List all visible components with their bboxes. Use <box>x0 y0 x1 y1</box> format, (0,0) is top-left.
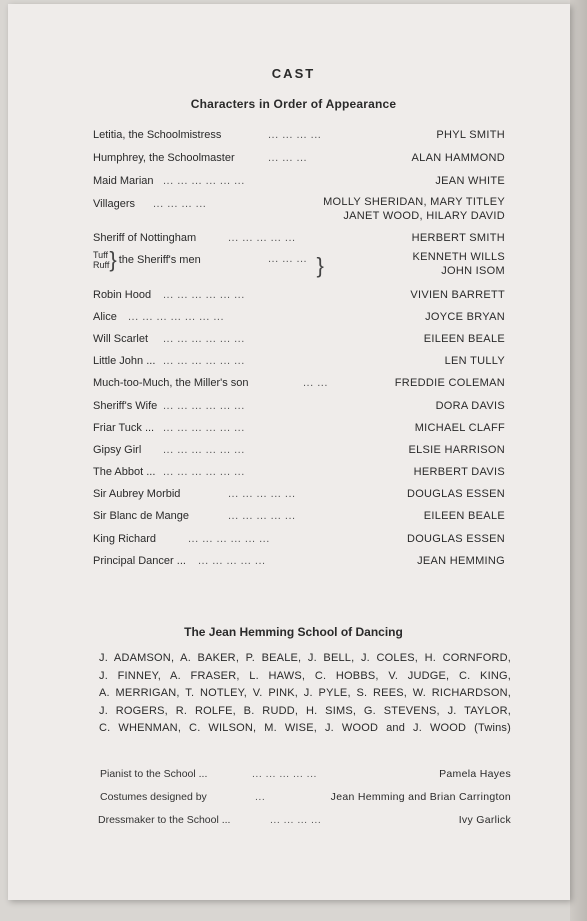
cast-role: Sheriff of Nottingham <box>93 232 197 244</box>
cast-role: Alice <box>93 311 117 323</box>
leader-dots: ... ... ... ... ... ... <box>163 466 245 478</box>
cast-row <box>93 463 505 481</box>
cast-row <box>93 308 505 326</box>
cast-row <box>93 352 505 370</box>
leader-dots: ... ... ... ... ... ... <box>163 355 245 367</box>
cast-role: Letitia, the Schoolmistress <box>93 129 222 141</box>
cast-row <box>93 507 505 525</box>
cast-role: Sir Aubrey Morbid <box>93 488 181 500</box>
cast-row <box>93 195 505 229</box>
cast-actor: MICHAEL CLAFF <box>414 422 505 434</box>
cast-row <box>93 229 505 247</box>
cast-role: Sir Blanc de Mange <box>93 510 189 522</box>
leader-dots: ... ... ... ... <box>268 129 322 141</box>
cast-actor: HERBERT SMITH <box>411 232 505 244</box>
cast-actor <box>323 195 505 223</box>
cast-actor: DORA DAVIS <box>435 400 505 412</box>
cast-row <box>93 441 505 459</box>
cast-row <box>93 126 505 144</box>
cast-row <box>93 485 505 503</box>
cast-actor: DOUGLAS ESSEN <box>406 488 505 500</box>
cast-actor: HERBERT DAVIS <box>413 466 505 478</box>
leader-dots: ... ... ... ... ... ... <box>163 289 245 301</box>
brace-role-group <box>93 247 201 272</box>
leader-dots: ... ... <box>303 377 328 389</box>
bracketed-roles <box>93 250 109 270</box>
brace-icon: } <box>109 247 117 272</box>
cast-row <box>93 286 505 304</box>
leader-dots: ... ... ... ... ... ... <box>163 400 245 412</box>
cast-heading: CAST <box>271 66 316 81</box>
cast-role: Little John ... <box>93 355 156 367</box>
cast-role: Principal Dancer ... <box>93 555 186 567</box>
cast-role: Maid Marian <box>93 175 154 187</box>
cast-role: Much-too-Much, the Miller's son <box>93 377 249 389</box>
cast-actor: JEAN WHITE <box>435 175 505 187</box>
actor-line: MOLLY SHERIDAN, MARY TITLEY <box>323 196 505 208</box>
pupil-list <box>99 650 511 738</box>
school-title: The Jean Hemming School of Dancing <box>184 625 403 639</box>
leader-dots: ... ... ... ... ... ... ... <box>128 311 225 323</box>
cast-actor: DOUGLAS ESSEN <box>406 533 505 545</box>
cast-actor: JOYCE BRYAN <box>425 311 505 323</box>
cast-role: The Abbot ... <box>93 466 156 478</box>
credit-name: Pamela Hayes <box>439 768 511 780</box>
credit-row <box>100 789 511 805</box>
cast-role: Sheriff's Wife <box>93 400 158 412</box>
bracketed-role: Tuff <box>93 250 109 260</box>
leader-dots: ... ... ... ... ... <box>228 232 296 244</box>
cast-row <box>93 172 505 190</box>
cast-actor: PHYL SMITH <box>436 129 505 141</box>
leader-dots: ... ... ... ... ... <box>228 510 296 522</box>
cast-subtitle: Characters in Order of Appearance <box>190 97 397 111</box>
cast-row <box>93 330 505 348</box>
credit-name: Jean Hemming and Brian Carrington <box>330 791 511 803</box>
credit-name: Ivy Garlick <box>458 814 511 826</box>
cast-role: the Sheriff's men <box>118 254 201 266</box>
credit-role: Dressmaker to the School ... <box>98 814 231 826</box>
cast-row <box>93 397 505 415</box>
cast-actor <box>316 250 505 278</box>
cast-role: Friar Tuck ... <box>93 422 155 434</box>
leader-dots: ... ... ... <box>268 253 308 265</box>
pupil-line: J. FINNEY, A. FRASER, L. HAWS, C. HOBBS, V. JUDGE, C. KING, <box>99 669 511 682</box>
cast-row <box>93 552 505 570</box>
actor-line: JANET WOOD, HILARY DAVID <box>343 210 505 222</box>
cast-row <box>93 530 505 548</box>
leader-dots: ... ... ... ... ... ... <box>188 533 270 545</box>
bracketed-role: Ruff <box>93 260 110 270</box>
cast-role: Will Scarlet <box>93 333 149 345</box>
cast-role: Villagers <box>93 198 135 210</box>
leader-dots: ... ... ... ... ... <box>198 555 266 567</box>
cast-row <box>93 149 505 167</box>
cast-actor: EILEEN BEALE <box>423 333 505 345</box>
actor-line: JOHN ISOM <box>441 265 505 277</box>
cast-row <box>93 374 505 392</box>
leader-dots: ... ... ... ... ... ... <box>163 444 245 456</box>
cast-actor: LEN TULLY <box>444 355 505 367</box>
brace-icon: } <box>316 253 325 278</box>
leader-dots: ... ... ... <box>268 152 308 164</box>
leader-dots: ... ... ... ... <box>270 814 322 826</box>
actor-line: KENNETH WILLS <box>412 251 505 263</box>
leader-dots: ... ... ... ... ... <box>252 768 317 780</box>
leader-dots: ... ... ... ... ... ... <box>163 422 245 434</box>
pupil-line: J. ROGERS, R. ROLFE, B. RUDD, H. SIMS, G. STEVENS, J. TAYLOR, <box>99 704 511 717</box>
cast-row <box>93 419 505 437</box>
leader-dots: ... ... ... ... ... ... <box>163 333 245 345</box>
cast-role: Humphrey, the Schoolmaster <box>93 152 235 164</box>
cast-row <box>93 247 505 284</box>
cast-role: Gipsy Girl <box>93 444 142 456</box>
cast-actor: ELSIE HARRISON <box>408 444 505 456</box>
credit-row <box>100 812 511 828</box>
cast-actor: EILEEN BEALE <box>423 510 505 522</box>
leader-dots: ... ... ... ... ... ... <box>163 175 245 187</box>
cast-role: King Richard <box>93 533 156 545</box>
paper-edge <box>570 0 587 921</box>
credit-role: Costumes designed by <box>100 791 207 803</box>
credit-row <box>100 766 511 782</box>
cast-actor: ALAN HAMMOND <box>411 152 505 164</box>
pupil-line: J. ADAMSON, A. BAKER, P. BEALE, J. BELL, J. COLES, H. CORNFORD, <box>99 652 511 664</box>
cast-actor: VIVIEN BARRETT <box>410 289 505 301</box>
leader-dots: ... ... ... ... <box>153 198 207 210</box>
cast-role: Robin Hood <box>93 289 152 301</box>
cast-actor: JEAN HEMMING <box>417 555 505 567</box>
leader-dots: ... ... ... ... ... <box>228 488 296 500</box>
credit-role: Pianist to the School ... <box>100 768 208 780</box>
pupil-line: C. WHENMAN, C. WILSON, M. WISE, J. WOOD and J. WOOD (Twins) <box>99 722 511 734</box>
cast-actor: FREDDIE COLEMAN <box>394 377 505 389</box>
leader-dots: ... <box>255 791 266 803</box>
pupil-line: A. MERRIGAN, T. NOTLEY, V. PINK, J. PYLE, S. REES, W. RICHARDSON, <box>99 687 511 699</box>
